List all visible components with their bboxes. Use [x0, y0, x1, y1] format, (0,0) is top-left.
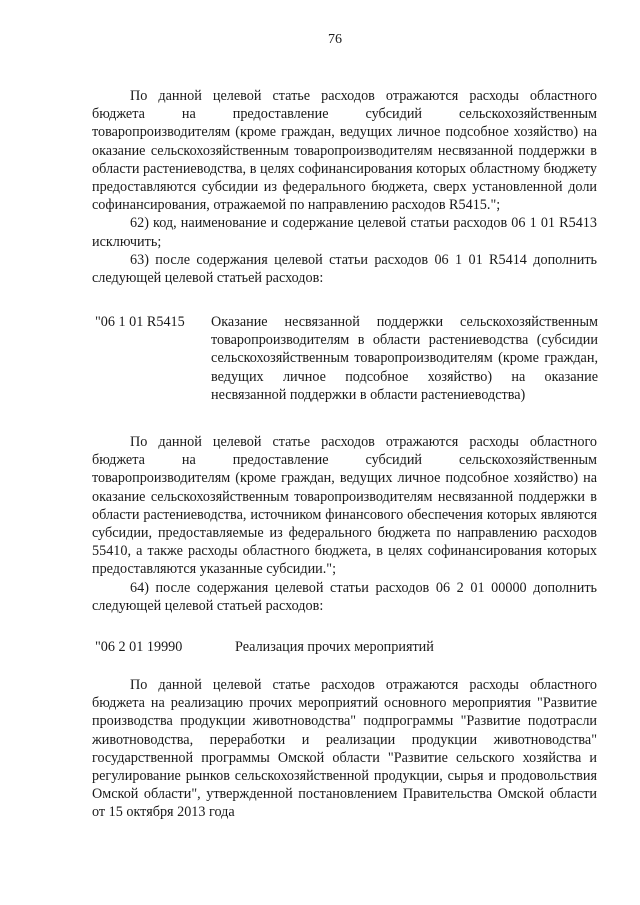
paragraph-group-bottom: [92, 676, 597, 822]
item-64: 64) после содержания целевой статьи расходов 06 2 01 00000 дополнить следующей целевой статьей расходов:: [92, 579, 597, 614]
entry-code: "06 1 01 R5415: [95, 314, 185, 330]
paragraph-r5415-description: По данной целевой статье расходов отражаются расходы областного бюджета на предоставление субсидий сельскохозяйственным товаропроизводителям (кроме граждан, ведущих личное подсобное хозяйство) на оказание сельскохозяйственным товаропроизводителям несвязанной поддержки в области растениеводства, в целях софинансирования которых областному бюджету предоставляются субсидии из федерального бюджета, сверх установленной доли софинансирования, отражаемой по направлению расходов R5415.";: [92, 88, 597, 214]
entry-description: Реализация прочих мероприятий: [235, 639, 434, 655]
item-62: 62) код, наименование и содержание целевой статьи расходов 06 1 01 R5413 исключить;: [92, 215, 597, 250]
entry-code: "06 2 01 19990: [95, 639, 183, 655]
entry-description: Оказание несвязанной поддержки сельскохозяйственным товаропроизводителям в области растениеводства (субсидии сельскохозяйственным товаропроизводителям (кроме граждан, ведущих личное подсобное хозяйство) на оказание несвязанной поддержки в области растениеводства): [211, 314, 598, 403]
item-63: 63) после содержания целевой статьи расходов 06 1 01 R5414 дополнить следующей целевой статьей расходов:: [92, 251, 597, 287]
page-number: 76: [328, 32, 342, 47]
paragraph-r5415-content: По данной целевой статье расходов отражаются расходы областного бюджета на предоставление субсидий сельскохозяйственным товаропроизводителям (кроме граждан, ведущих личное подсобное хозяйство) на оказание сельскохозяйственным товаропроизводителям несвязанной поддержки в области растениеводства, источником финансового обеспечения которых являются субсидии, предоставляемые из федерального бюджета по направлению расходов 55410, а также расходы областного бюджета, в целях софинансирования которых предоставляются указанные субсидии.";: [92, 434, 597, 578]
paragraph-group-mid: [92, 433, 597, 615]
paragraph-19990-content: По данной целевой статье расходов отражаются расходы областного бюджета на реализацию прочих мероприятий основного мероприятия "Развитие производства продукции животноводства" подпрограммы "Развитие подотрасли животноводства, переработки и реализации продукции животноводства" государственной программы Омской области "Развитие сельского хозяйства и регулирование рынков сельскохозяйственной продукции, сырья и продовольствия Омской области", утвержденной постановлением Правительства Омской области от 15 октября 2013 года: [92, 677, 597, 821]
paragraph-group-top: [92, 87, 597, 287]
